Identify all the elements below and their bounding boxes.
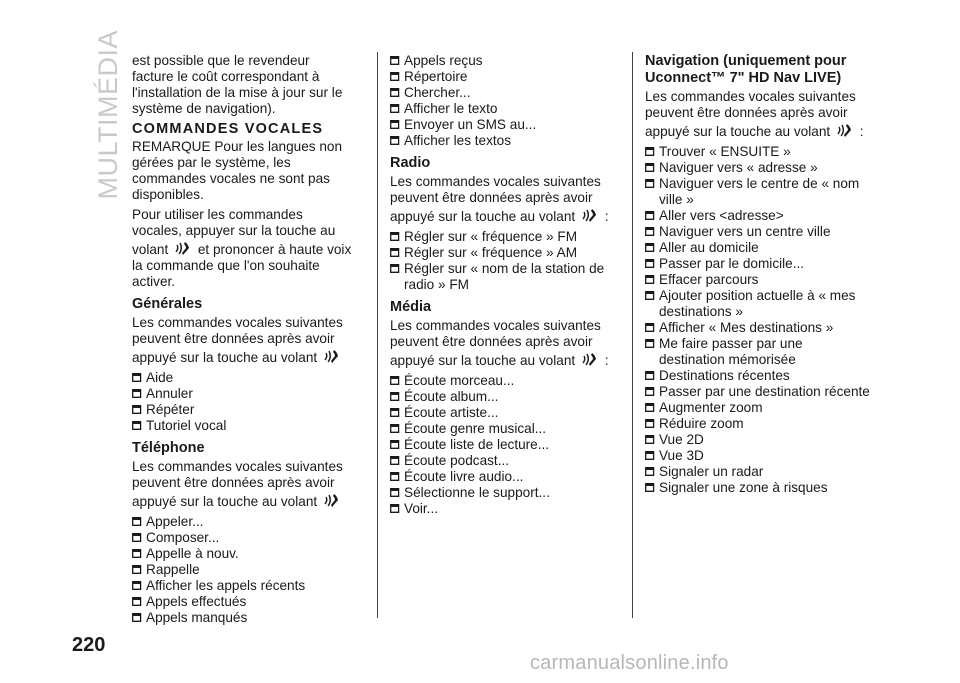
command-item: Écoute genre musical... [390, 421, 615, 437]
bullet-icon [132, 581, 142, 590]
command-item: Écoute podcast... [390, 453, 615, 469]
media-intro: Les commandes vocales suivantes peuvent être données après avoir appuyé sur la touche au volant : [390, 318, 609, 368]
bullet-icon [132, 373, 142, 382]
bullet-icon [390, 72, 400, 81]
bullet-icon [132, 405, 142, 414]
column-3 [645, 53, 870, 498]
bullet-icon [390, 104, 400, 113]
bullet-icon [645, 163, 655, 172]
command-item: Écoute livre audio... [390, 469, 615, 485]
command-item: Rappelle [132, 562, 354, 578]
watermark: carmanualsonline.info [530, 652, 729, 674]
command-item: Ajouter position actuelle à « mes destinations » [645, 288, 870, 320]
bullet-icon [132, 549, 142, 558]
command-item: Répertoire [390, 69, 615, 85]
command-item: Trouver « ENSUITE » [645, 144, 870, 160]
bullet-icon [390, 488, 400, 497]
command-item: Naviguer vers un centre ville [645, 224, 870, 240]
command-item: Afficher le texto [390, 101, 615, 117]
voice-commands-heading: COMMANDES VOCALES [132, 121, 324, 137]
column-divider [632, 52, 633, 618]
command-item: Effacer parcours [645, 272, 870, 288]
bullet-icon [645, 435, 655, 444]
bullet-icon [390, 248, 400, 257]
bullet-icon [645, 323, 655, 332]
bullet-icon [645, 291, 655, 300]
bullet-icon [645, 275, 655, 284]
command-item: Passer par une destination récente [645, 384, 870, 400]
command-item: Vue 2D [645, 432, 870, 448]
bullet-icon [390, 264, 400, 273]
radio-intro: Les commandes vocales suivantes peuvent être données après avoir appuyé sur la touche au volant : [390, 174, 609, 224]
navigation-intro: Les commandes vocales suivantes peuvent être données après avoir appuyé sur la touche au volant : [645, 89, 864, 139]
generales-intro: Les commandes vocales suivantes peuvent être données après avoir appuyé sur la touche au volant [132, 315, 343, 365]
command-item: Appelle à nouv. [132, 546, 354, 562]
bullet-icon [132, 421, 142, 430]
bullet-icon [390, 424, 400, 433]
bullet-icon [390, 456, 400, 465]
command-item: Naviguer vers « adresse » [645, 160, 870, 176]
bullet-icon [645, 451, 655, 460]
command-item: Appels manqués [132, 610, 354, 626]
command-item: Envoyer un SMS au... [390, 117, 615, 133]
section-side-tab-label: MULTIMÉDIA [92, 30, 123, 200]
command-item: Me faire passer par une destination mémorisée [645, 336, 870, 368]
bullet-icon [645, 403, 655, 412]
bullet-icon [390, 136, 400, 145]
column-divider [377, 52, 378, 618]
bullet-icon [645, 371, 655, 380]
bullet-icon [390, 472, 400, 481]
column-2 [390, 53, 615, 519]
bullet-icon [390, 392, 400, 401]
bullet-icon [132, 613, 142, 622]
command-item: Régler sur « fréquence » FM [390, 229, 615, 245]
bullet-icon [645, 211, 655, 220]
command-item: Composer... [132, 530, 354, 546]
command-item: Aller vers <adresse> [645, 208, 870, 224]
command-item: Appeler... [132, 514, 354, 530]
bullet-icon [132, 597, 142, 606]
command-item: Annuler [132, 386, 354, 402]
bullet-icon [645, 419, 655, 428]
bullet-icon [132, 565, 142, 574]
command-item: Chercher... [390, 85, 615, 101]
bullet-icon [132, 389, 142, 398]
command-item: Régler sur « fréquence » AM [390, 245, 615, 261]
bullet-icon [390, 376, 400, 385]
telephone-list-continued [390, 53, 615, 149]
bullet-icon [645, 483, 655, 492]
command-item: Afficher « Mes destinations » [645, 320, 870, 336]
command-item: Destinations récentes [645, 368, 870, 384]
bullet-icon [645, 227, 655, 236]
voice-command-icon [581, 350, 599, 368]
telephone-heading: Téléphone [132, 440, 205, 456]
voice-command-icon [174, 239, 192, 257]
command-item: Naviguer vers le centre de « nom ville » [645, 176, 870, 208]
command-item: Écoute artiste... [390, 405, 615, 421]
radio-list [390, 229, 615, 293]
bullet-icon [645, 243, 655, 252]
command-item: Voir... [390, 501, 615, 517]
voice-command-icon [323, 347, 341, 365]
command-item: Écoute liste de lecture... [390, 437, 615, 453]
voice-command-icon [581, 206, 599, 224]
telephone-list [132, 514, 354, 626]
command-item: Régler sur « nom de la station de radio » FM [390, 261, 615, 293]
command-item: Augmenter zoom [645, 400, 870, 416]
command-item: Passer par le domicile... [645, 256, 870, 272]
command-item: Répéter [132, 402, 354, 418]
media-heading: Média [390, 299, 432, 315]
command-item: Appels effectués [132, 594, 354, 610]
bullet-icon [645, 339, 655, 348]
bullet-icon [390, 56, 400, 65]
command-item: Écoute morceau... [390, 373, 615, 389]
page-number: 220 [72, 634, 106, 656]
bullet-icon [132, 533, 142, 542]
command-item: Réduire zoom [645, 416, 870, 432]
command-item: Signaler une zone à risques [645, 480, 870, 496]
media-list [390, 373, 615, 517]
command-item: Signaler un radar [645, 464, 870, 480]
bullet-icon [390, 232, 400, 241]
section-side-tab [88, 30, 128, 200]
bullet-icon [390, 88, 400, 97]
voice-command-icon [323, 491, 341, 509]
usage-paragraph: Pour utiliser les commandes vocales, appuyer sur la touche au volant et prononcer à haute voix la commande que l'on souhaite activer. [132, 207, 352, 289]
generales-heading: Générales [132, 296, 203, 312]
command-item: Afficher les appels récents [132, 578, 354, 594]
telephone-intro: Les commandes vocales suivantes peuvent être données après avoir appuyé sur la touche au volant [132, 459, 343, 509]
command-item: Afficher les textos [390, 133, 615, 149]
voice-command-icon [836, 121, 854, 139]
column-1 [132, 53, 354, 628]
generales-list [132, 370, 354, 434]
note-paragraph: REMARQUE Pour les langues non gérées par le système, les commandes vocales ne sont pas disponibles. [132, 139, 343, 202]
command-item: Tutoriel vocal [132, 418, 354, 434]
command-item: Aide [132, 370, 354, 386]
intro-paragraph: est possible que le revendeur facture le coût correspondant à l'installation de la mise à jour sur le système de navigation). [132, 53, 343, 116]
command-item: Écoute album... [390, 389, 615, 405]
navigation-list [645, 144, 870, 496]
bullet-icon [132, 517, 142, 526]
radio-heading: Radio [390, 155, 431, 171]
bullet-icon [645, 259, 655, 268]
bullet-icon [390, 120, 400, 129]
command-item: Sélectionne le support... [390, 485, 615, 501]
bullet-icon [390, 504, 400, 513]
command-item: Aller au domicile [645, 240, 870, 256]
bullet-icon [645, 467, 655, 476]
bullet-icon [645, 179, 655, 188]
command-item: Appels reçus [390, 53, 615, 69]
navigation-heading: Navigation (uniquement pour Uconnect™ 7" HD Nav LIVE) [645, 53, 847, 86]
bullet-icon [645, 387, 655, 396]
bullet-icon [390, 408, 400, 417]
bullet-icon [645, 147, 655, 156]
bullet-icon [390, 440, 400, 449]
command-item: Vue 3D [645, 448, 870, 464]
